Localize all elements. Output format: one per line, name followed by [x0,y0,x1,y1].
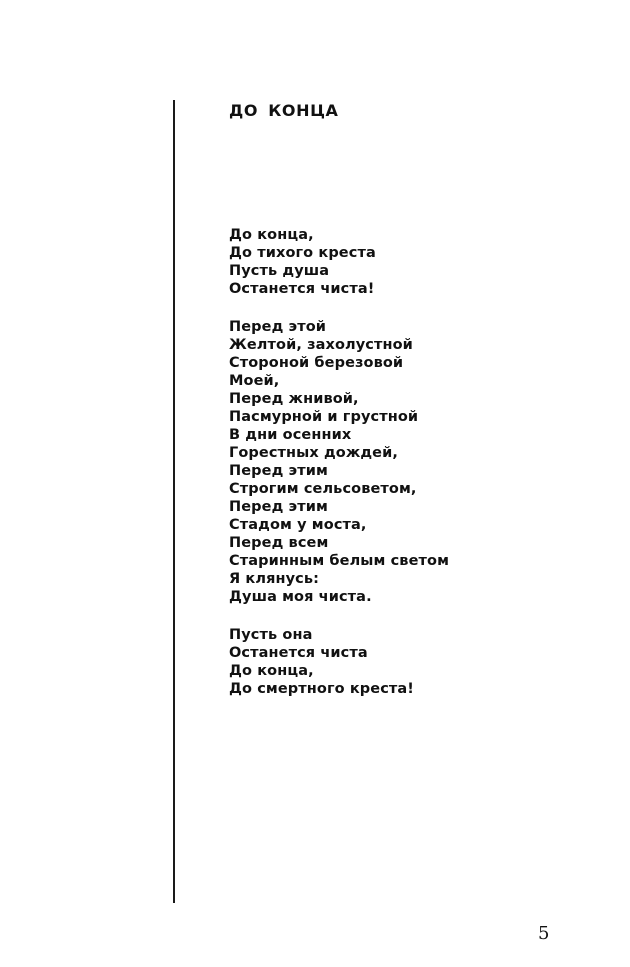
poem-line: В дни осенних [229,427,352,443]
poem-line: Моей, [229,373,280,389]
poem-line: Стороной березовой [229,355,404,371]
vertical-rule [173,100,175,903]
poem-line: До смертного креста! [229,681,415,697]
stanza-1 [229,226,559,298]
poem-line: Перед этой [229,319,327,335]
poem-line: Пусть она [229,627,313,643]
poem-line: Душа моя чиста. [229,589,372,605]
poem-line: Строгим сельсоветом, [229,481,417,497]
poem-line: Стадом у моста, [229,517,367,533]
poem-line: Останется чиста [229,645,368,661]
poem-line: Пасмурной и грустной [229,409,419,425]
poem-line: Желтой, захолустной [229,337,413,353]
poem-title: ДО КОНЦА [229,101,339,120]
poem-line: Останется чиста! [229,281,375,297]
stanza-3 [229,626,559,698]
poem-line: До конца, [229,663,314,679]
poem-line: Горестных дождей, [229,445,398,461]
poem-line: До конца, [229,227,314,243]
poem-line: Перед этим [229,499,328,515]
poem-body [229,226,559,718]
page-number: 5 [538,923,550,944]
stanza-2 [229,318,559,606]
poem-line: Старинным белым светом [229,553,450,569]
poem-line: Пусть душа [229,263,330,279]
poem-line: Перед всем [229,535,329,551]
poem-line: Перед жнивой, [229,391,359,407]
poem-line: До тихого креста [229,245,376,261]
poem-line: Перед этим [229,463,328,479]
poem-line: Я клянусь: [229,571,320,587]
